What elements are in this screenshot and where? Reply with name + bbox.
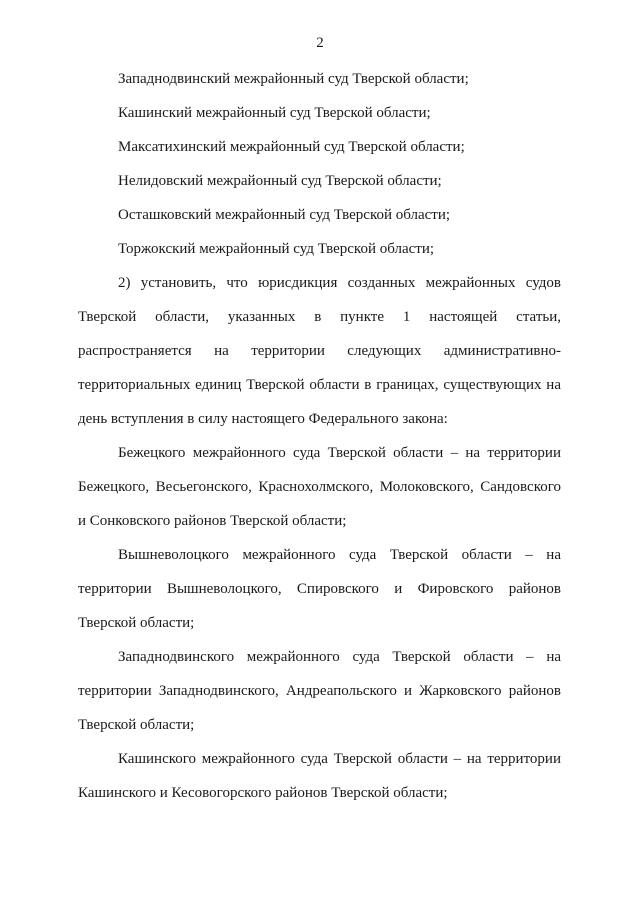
paragraph-court-torzhoksky: Торжокский межрайонный суд Тверской области; (118, 241, 435, 257)
paragraph-court-maksatikhinsky: Максатихинский межрайонный суд Тверской области; (118, 139, 465, 155)
document-body (78, 62, 561, 810)
paragraph-jurisdiction-vyshnevolotsky: Вышневолоцкого межрайонного суда Тверской области – на территории Вышневолоцкого, Спировского и Фировского районов Тверской области; (78, 547, 561, 631)
paragraph-court-zapadnodvinsky: Западнодвинский межрайонный суд Тверской области; (118, 71, 469, 87)
page-number: 2 (316, 35, 324, 51)
paragraph-court-nelidovsky: Нелидовский межрайонный суд Тверской области; (118, 173, 442, 189)
paragraph-jurisdiction-bezhetsky: Бежецкого межрайонного суда Тверской области – на территории Бежецкого, Весьегонского, Краснохолмского, Молоковского, Сандовского и Сонковского районов Тверской области; (78, 445, 561, 529)
paragraph-court-kashinsky: Кашинский межрайонный суд Тверской области; (118, 105, 431, 121)
paragraph-jurisdiction-clause: 2) установить, что юрисдикция созданных межрайонных судов Тверской области, указанных в пункте 1 настоящей статьи, распространяется на территории следующих административно-территориальных единиц Тверской области в границах, существующих на день вступления в силу настоящего Федерального закона: (78, 275, 561, 427)
paragraph-jurisdiction-zapadnodvinsky: Западнодвинского межрайонного суда Тверской области – на территории Западнодвинского, Андреапольского и Жарковского районов Тверской области; (78, 649, 561, 733)
paragraph-jurisdiction-kashinsky: Кашинского межрайонного суда Тверской области – на территории Кашинского и Кесовогорского районов Тверской области; (78, 751, 561, 801)
paragraph-court-ostashkovsky: Осташковский межрайонный суд Тверской области; (118, 207, 451, 223)
